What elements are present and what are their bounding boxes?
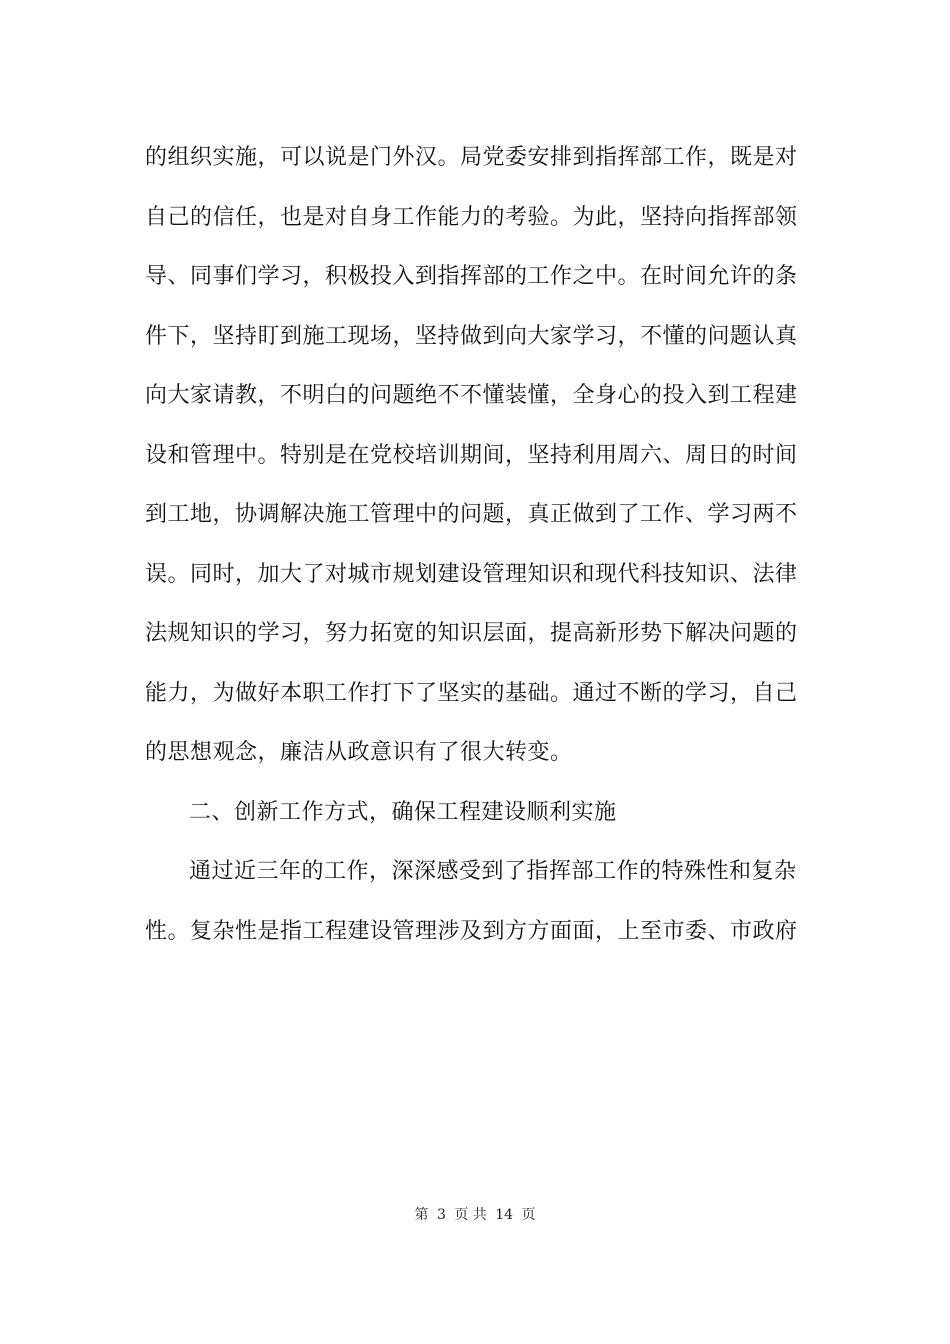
page-total: 14: [495, 1207, 514, 1223]
body-text: [145, 128, 810, 961]
text-line: 通过近三年的工作，深深感受到了指挥部工作的特殊性和复杂: [189, 859, 797, 884]
footer-prefix: 第: [414, 1207, 429, 1223]
page-number: 3: [436, 1207, 446, 1223]
text-line: 能力，为做好本职工作打下了坚实的基础。通过不断的学习，自己: [145, 680, 798, 706]
text-line: 件下，坚持盯到施工现场，坚持做到向大家学习，不懂的问题认真: [145, 323, 798, 349]
text-line: 导、同事们学习，积极投入到指挥部的工作之中。在时间允许的条: [145, 264, 798, 289]
footer-middle: 页 共: [454, 1207, 487, 1223]
section-heading: 二、创新工作方式，确保工程建设顺利实施: [189, 799, 617, 825]
page-footer: [0, 1204, 950, 1224]
footer-suffix: 页: [521, 1207, 536, 1223]
text-line: 向大家请教，不明白的问题绝不不懂装懂，全身心的投入到工程建: [145, 383, 798, 408]
text-line: 法规知识的学习，努力拓宽的知识层面，提高新形势下解决问题的: [145, 621, 798, 646]
text-line: 自己的信任，也是对自身工作能力的考验。为此，坚持向指挥部领: [145, 204, 798, 230]
text-line: 设和管理中。特别是在党校培训期间，坚持利用周六、周日的时间: [145, 442, 798, 468]
text-line: 误。同时，加大了对城市规划建设管理知识和现代科技知识、法律: [145, 561, 798, 587]
text-line: 性。复杂性是指工程建设管理涉及到方方面面，上至市委、市政府: [145, 918, 798, 944]
text-line: 的思想观念，廉洁从政意识有了很大转变。: [145, 740, 573, 765]
text-line: 到工地，协调解决施工管理中的问题，真正做到了工作、学习两不: [145, 502, 798, 527]
text-line: 的组织实施，可以说是门外汉。局党委安排到指挥部工作，既是对: [145, 145, 798, 170]
